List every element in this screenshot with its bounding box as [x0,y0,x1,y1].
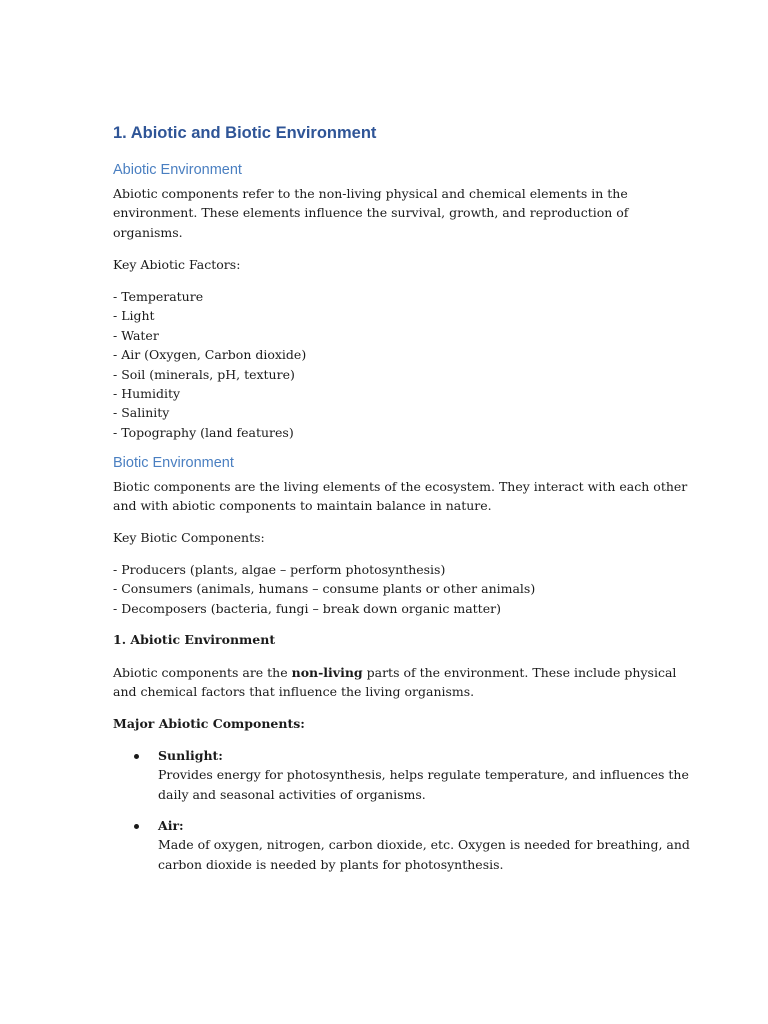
list-item: - Decomposers (bacteria, fungi – break down organic matter) [113,600,501,616]
text-run: parts of the environment. These include physical [362,665,677,680]
list-item-title: Sunlight: [158,748,223,763]
biotic-intro-line: and with abiotic components to maintain balance in nature. [113,498,492,514]
abiotic-intro-line: Abiotic components refer to the non-living physical and chemical elements in the [113,186,628,201]
abiotic-intro-line: environment. These elements influence the survival, growth, and reproduction of [113,205,629,221]
list-item-text: Provides energy for photosynthesis, helps regulate temperature, and influences the [158,767,689,783]
biotic-intro-line: Biotic components are the living elements of the ecosystem. They interact with each other [113,479,688,494]
list-item-title: Air: [158,818,184,833]
list-item: - Temperature [113,289,204,304]
bullet-icon [134,754,139,759]
list-item: - Producers (plants, algae – perform photosynthesis) [113,562,446,577]
list-item: - Consumers (animals, humans – consume plants or other animals) [113,581,536,597]
abiotic-detail-line: and chemical factors that influence the living organisms. [113,684,475,700]
list-item-text: Made of oxygen, nitrogen, carbon dioxide, etc. Oxygen is needed for breathing, and [158,837,690,853]
list-item: - Humidity [113,386,181,402]
abiotic-heading: Abiotic Environment [113,162,242,178]
major-abiotic-list [113,816,690,874]
list-item: - Air (Oxygen, Carbon dioxide) [113,347,307,363]
abiotic-intro-line: organisms. [113,224,183,240]
bullet-icon [134,824,139,829]
list-item-text: daily and seasonal activities of organisms. [158,786,426,802]
abiotic-detail-paragraph [113,663,677,702]
emphasis-non-living: non-living [291,665,363,680]
list-item-text: carbon dioxide is needed by plants for photosynthesis. [158,856,504,872]
major-abiotic-list [113,746,689,804]
list-item: - Salinity [113,405,170,421]
abiotic-factors-label: Key Abiotic Factors: [113,257,241,272]
document-title: 1. Abiotic and Biotic Environment [113,124,377,142]
list-item: - Light [113,308,155,324]
biotic-components-label: Key Biotic Components: [113,530,265,545]
list-item: - Water [113,327,159,343]
text-run: Abiotic components are the [113,665,292,680]
biotic-intro [113,477,688,516]
biotic-components-list [113,560,658,618]
list-item-sunlight [113,746,689,804]
major-abiotic-label: Major Abiotic Components: [113,716,305,731]
list-item: - Soil (minerals, pH, texture) [113,366,295,382]
abiotic-detail-heading: 1. Abiotic Environment [113,632,276,647]
abiotic-detail-line [113,663,677,682]
list-item-air [113,816,690,874]
abiotic-intro [113,184,658,242]
list-item: - Topography (land features) [113,424,294,440]
abiotic-factors-list [113,287,658,442]
biotic-heading: Biotic Environment [113,455,234,471]
